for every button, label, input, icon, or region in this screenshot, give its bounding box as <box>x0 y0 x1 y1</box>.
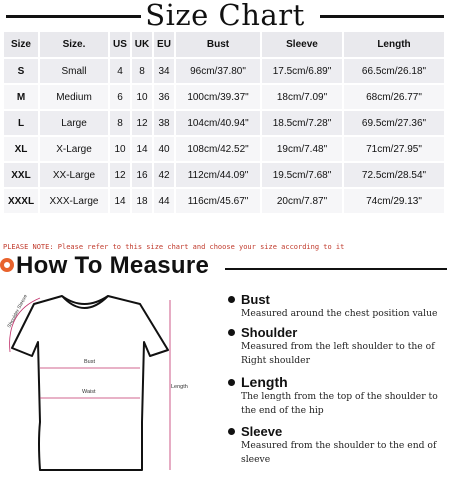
measure-item-shoulder <box>226 325 448 368</box>
measure-label: Sleeve <box>241 424 283 439</box>
table-row <box>4 85 444 109</box>
table-cell: 18 <box>132 189 152 213</box>
measure-label: Length <box>241 374 288 390</box>
table-row <box>4 111 444 135</box>
how-to-measure-title: How To Measure <box>16 252 210 279</box>
bullet-icon <box>228 296 235 303</box>
table-cell: Medium <box>40 85 108 109</box>
header-cell: Bust <box>176 32 260 57</box>
header-cell: Size <box>4 32 38 57</box>
table-cell: 8 <box>110 111 130 135</box>
table-cell: 66.5cm/26.18" <box>344 59 444 83</box>
measure-item-sleeve <box>226 424 448 467</box>
shoulder-sleeve-label: Shoulder Sleeve <box>6 293 29 329</box>
table-cell: 108cm/42.52" <box>176 137 260 161</box>
table-cell: 8 <box>132 59 152 83</box>
measure-label: Shoulder <box>241 325 298 340</box>
how-to-measure-header <box>0 252 450 281</box>
table-cell: 19.5cm/7.68" <box>262 163 342 187</box>
measure-desc: Measured from the shoulder to the end of sleeve <box>241 440 437 465</box>
table-cell: X-Large <box>40 137 108 161</box>
size-code-cell: S <box>4 59 38 83</box>
measure-heading <box>226 374 448 390</box>
please-note: PLEASE NOTE: Please refer to this size chart and choose your size according to it <box>3 243 345 251</box>
table-cell: 116cm/45.67" <box>176 189 260 213</box>
table-cell: 42 <box>154 163 174 187</box>
length-label: Length <box>171 384 188 390</box>
table-row <box>4 59 444 83</box>
table-cell: 18.5cm/7.28" <box>262 111 342 135</box>
header-cell: Size. <box>40 32 108 57</box>
table-cell: 40 <box>154 137 174 161</box>
table-cell: 68cm/26.77" <box>344 85 444 109</box>
table-cell: 4 <box>110 59 130 83</box>
ring-icon <box>0 258 14 272</box>
table-cell: 71cm/27.95" <box>344 137 444 161</box>
table-cell: XX-Large <box>40 163 108 187</box>
size-table-header <box>4 32 444 57</box>
table-row <box>4 137 444 161</box>
table-cell: Large <box>40 111 108 135</box>
title-rule-right <box>320 15 444 18</box>
table-cell: Small <box>40 59 108 83</box>
header-cell: US <box>110 32 130 57</box>
header-cell: EU <box>154 32 174 57</box>
table-cell: 104cm/40.94" <box>176 111 260 135</box>
table-row <box>4 163 444 187</box>
table-cell: 100cm/39.37" <box>176 85 260 109</box>
measure-heading <box>226 292 448 307</box>
bullet-icon <box>228 329 235 336</box>
table-cell: 12 <box>110 163 130 187</box>
header-cell: Length <box>344 32 444 57</box>
measure-heading <box>226 424 448 439</box>
size-code-cell: M <box>4 85 38 109</box>
bullet-icon <box>228 379 235 386</box>
measure-item-length <box>226 374 448 418</box>
bullet-icon <box>228 428 235 435</box>
size-code-cell: XL <box>4 137 38 161</box>
table-cell: 17.5cm/6.89" <box>262 59 342 83</box>
measure-item-bust <box>226 292 448 321</box>
table-cell: 6 <box>110 85 130 109</box>
table-cell: 10 <box>110 137 130 161</box>
page-title: Size Chart <box>145 0 305 32</box>
table-cell: 18cm/7.09" <box>262 85 342 109</box>
table-cell: 19cm/7.48" <box>262 137 342 161</box>
measure-desc: Measured around the chest position value <box>241 308 438 319</box>
table-cell: 16 <box>132 163 152 187</box>
title-bar <box>0 0 450 32</box>
measure-list <box>226 292 448 469</box>
table-cell: 72.5cm/28.54" <box>344 163 444 187</box>
header-cell: UK <box>132 32 152 57</box>
table-cell: 112cm/44.09" <box>176 163 260 187</box>
table-cell: 14 <box>110 189 130 213</box>
waist-label: Waist <box>82 389 96 395</box>
table-cell: 44 <box>154 189 174 213</box>
table-cell: 96cm/37.80" <box>176 59 260 83</box>
header-rule <box>225 268 447 270</box>
tshirt-diagram <box>0 282 210 486</box>
table-cell: 69.5cm/27.36" <box>344 111 444 135</box>
size-code-cell: L <box>4 111 38 135</box>
table-cell: 12 <box>132 111 152 135</box>
size-table <box>2 30 446 215</box>
size-code-cell: XXL <box>4 163 38 187</box>
measure-desc: Measured from the left shoulder to the of Right shoulder <box>241 341 435 366</box>
bust-label: Bust <box>84 359 96 365</box>
table-cell: 14 <box>132 137 152 161</box>
table-cell: 38 <box>154 111 174 135</box>
table-cell: 36 <box>154 85 174 109</box>
table-row <box>4 189 444 213</box>
size-code-cell: XXXL <box>4 189 38 213</box>
header-cell: Sleeve <box>262 32 342 57</box>
table-cell: 34 <box>154 59 174 83</box>
table-cell: 10 <box>132 85 152 109</box>
tshirt-outline <box>12 296 168 470</box>
measure-label: Bust <box>241 292 270 307</box>
measure-desc: The length from the top of the shoulder to the end of the hip <box>241 391 438 416</box>
table-cell: XXX-Large <box>40 189 108 213</box>
table-cell: 74cm/29.13" <box>344 189 444 213</box>
table-cell: 20cm/7.87" <box>262 189 342 213</box>
measure-heading <box>226 325 448 340</box>
